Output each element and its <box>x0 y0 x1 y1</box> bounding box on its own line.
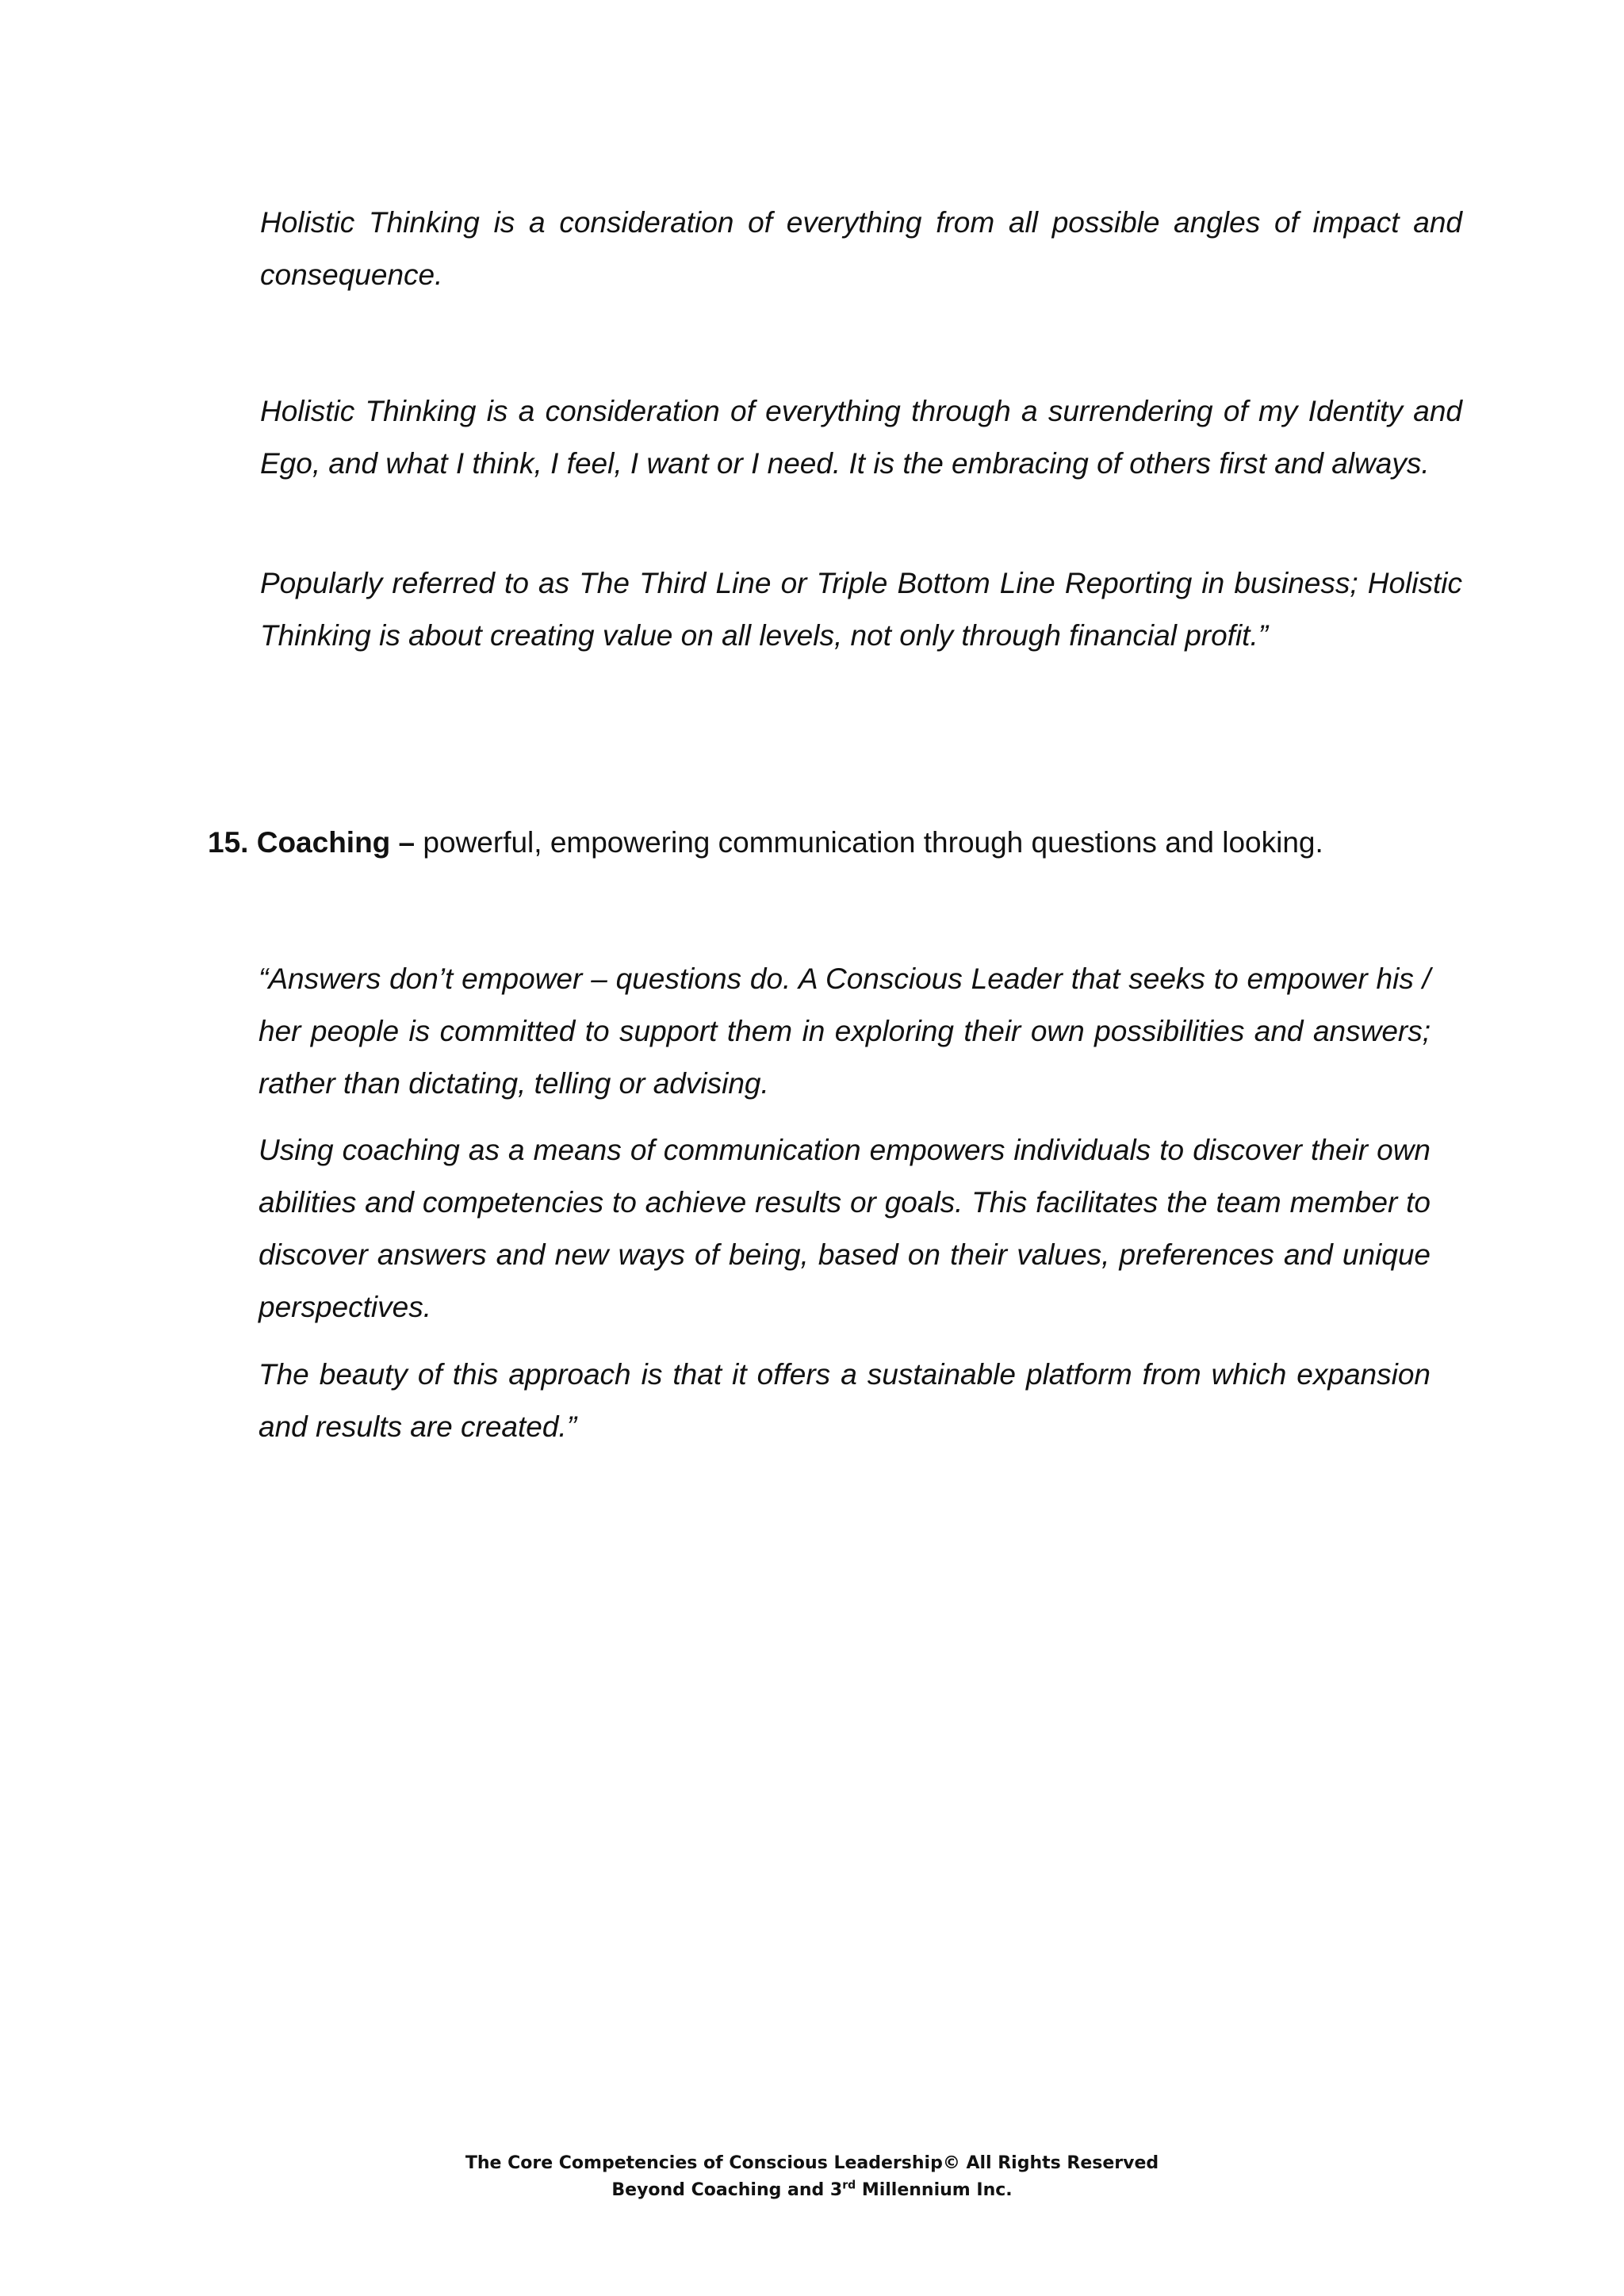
section-term: Coaching – <box>256 826 416 859</box>
footer-copyright-line: The Core Competencies of Conscious Leadership© All Rights Reserved <box>465 2153 1159 2173</box>
footer-company-text: Beyond Coaching and 3 <box>611 2180 843 2200</box>
footer-company-line <box>0 2177 1624 2204</box>
holistic-thinking-paragraph-1: Holistic Thinking is a consideration of everything from all possible angles of impact and consequence. <box>260 206 1462 291</box>
footer-company-name: Millennium Inc. <box>856 2180 1013 2200</box>
holistic-thinking-paragraph-3: Popularly referred to as The Third Line or Triple Bottom Line Reporting in business; Holistic Thinking is about creating value on all levels, not only through financial profit.” <box>260 567 1462 652</box>
coaching-quote-paragraph-2: Using coaching as a means of communication empowers individuals to discover their own abilities and competencies to achieve results or goals. This facilitates the team member to discover answers and new ways of being, based on their values, preferences and unique perspectives. <box>259 1134 1431 1323</box>
coaching-quote-paragraph-3: The beauty of this approach is that it offers a sustainable platform from which expansion and results are created.” <box>259 1358 1431 1443</box>
holistic-thinking-paragraph-2: Holistic Thinking is a consideration of everything through a surrendering of my Identity and Ego, and what I think, I feel, I want or I need. It is the embracing of others first and always. <box>260 395 1462 480</box>
section-definition: powerful, empowering communication through questions and looking. <box>423 826 1323 859</box>
section-number: 15. <box>208 826 249 859</box>
coaching-quote-paragraph-1: “Answers don’t empower – questions do. A Conscious Leader that seeks to empower his / her people is committed to support them in exploring their own possibilities and answers; rather than dictating, telling or advising. <box>259 962 1431 1100</box>
footer-ordinal-suffix: rd <box>842 2179 856 2192</box>
footer <box>0 2150 1624 2204</box>
coaching-heading <box>208 817 1323 869</box>
